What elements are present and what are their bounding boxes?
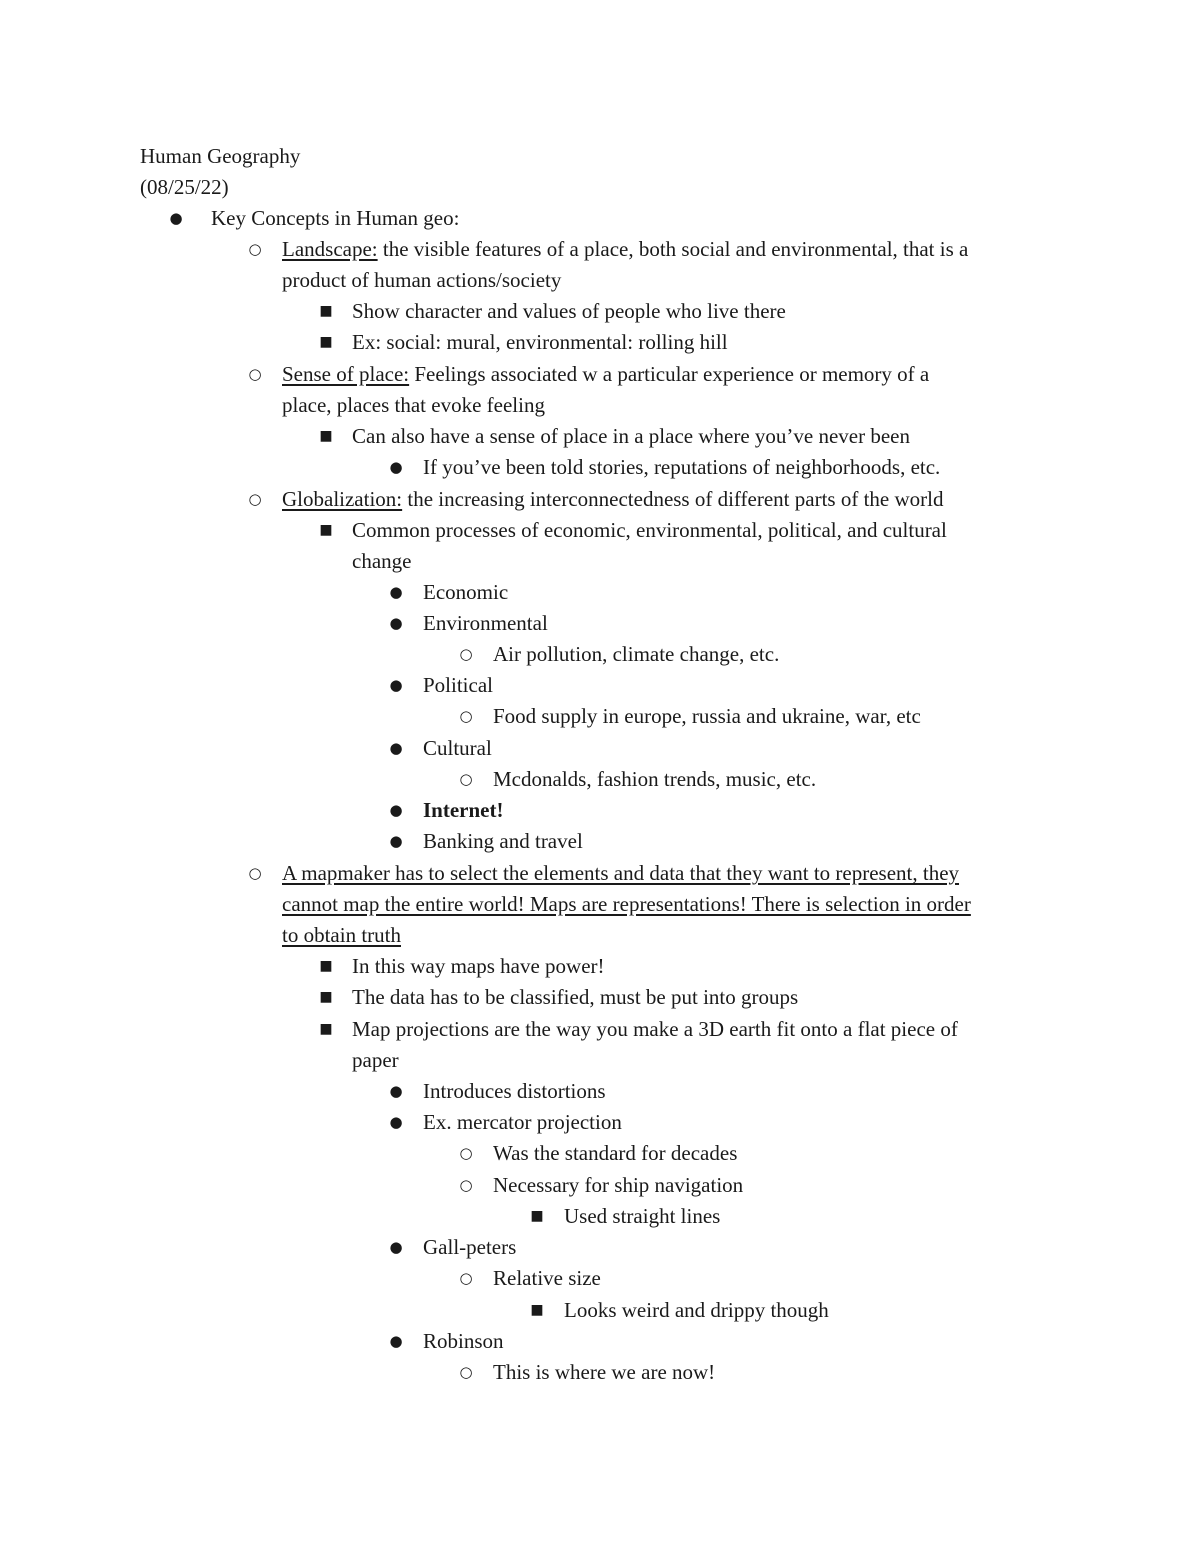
list-item (0, 577, 1200, 608)
filled-bullet-icon: ● (389, 1238, 403, 1256)
list-item (0, 327, 1200, 358)
hollow-bullet-icon: ○ (459, 1269, 473, 1287)
list-item (0, 421, 1200, 452)
list-item-continuation (0, 920, 1200, 951)
list-item (0, 858, 1200, 889)
list-item (0, 234, 1200, 265)
hollow-bullet-icon: ○ (459, 707, 473, 725)
square-bullet-icon: ■ (319, 428, 333, 444)
square-bullet-icon: ■ (319, 958, 333, 974)
list-item-text: Was the standard for decades (493, 1141, 738, 1165)
list-item-text: Cultural (423, 736, 492, 760)
list-item (0, 452, 1200, 483)
list-item-continuation (0, 265, 1200, 296)
square-bullet-icon: ■ (319, 1021, 333, 1037)
list-item-continuation (0, 390, 1200, 421)
list-item-text: In this way maps have power! (352, 954, 605, 978)
document-date: (08/25/22) (140, 175, 229, 199)
list-item-text: Key Concepts in Human geo: (211, 206, 460, 230)
list-item-continuation (0, 546, 1200, 577)
list-item-text: Environmental (423, 611, 548, 635)
list-item (0, 670, 1200, 701)
definition-text: the increasing interconnectedness of different parts of the world (402, 487, 944, 511)
hollow-bullet-icon: ○ (248, 365, 262, 383)
list-item (0, 296, 1200, 327)
list-item-continuation (0, 889, 1200, 920)
list-item-text: Air pollution, climate change, etc. (493, 642, 780, 666)
list-item (0, 1170, 1200, 1201)
list-item (0, 1263, 1200, 1294)
filled-bullet-icon: ● (389, 1082, 403, 1100)
hollow-bullet-icon: ○ (248, 864, 262, 882)
filled-bullet-icon: ● (169, 209, 183, 227)
list-item (0, 484, 1200, 515)
list-item-text (282, 234, 968, 265)
square-bullet-icon: ■ (319, 989, 333, 1005)
definition-text: Feelings associated w a particular experience or memory of a (409, 362, 930, 386)
list-item (0, 1232, 1200, 1263)
list-item (0, 826, 1200, 857)
list-item (0, 1076, 1200, 1107)
list-item (0, 359, 1200, 390)
list-item (0, 1138, 1200, 1169)
list-item-text: Relative size (493, 1266, 601, 1290)
term-landscape: Landscape: (282, 237, 378, 261)
list-item (0, 701, 1200, 732)
list-item-text: If you’ve been told stories, reputations of neighborhoods, etc. (423, 455, 941, 479)
date-line (0, 172, 1200, 203)
filled-bullet-icon: ● (389, 739, 403, 757)
list-item (0, 1201, 1200, 1232)
list-item-text: product of human actions/society (282, 268, 562, 292)
square-bullet-icon: ■ (319, 522, 333, 538)
list-item-text: Necessary for ship navigation (493, 1173, 744, 1197)
list-item-text: Economic (423, 580, 509, 604)
term-globalization: Globalization: (282, 487, 403, 511)
list-item-text: Looks weird and drippy though (564, 1298, 829, 1322)
list-item (0, 1107, 1200, 1138)
list-item-text: Robinson (423, 1329, 504, 1353)
list-item-text: Introduces distortions (423, 1079, 606, 1103)
list-item-text: Political (423, 673, 493, 697)
list-item-text: Banking and travel (423, 829, 583, 853)
filled-bullet-icon: ● (389, 1113, 403, 1131)
list-item-text: Show character and values of people who live there (352, 299, 786, 323)
list-item (0, 608, 1200, 639)
hollow-bullet-icon: ○ (459, 645, 473, 663)
list-item (0, 1326, 1200, 1357)
filled-bullet-icon: ● (389, 832, 403, 850)
list-item (0, 795, 1200, 826)
list-item (0, 1357, 1200, 1388)
list-item-text: Ex. mercator projection (423, 1110, 622, 1134)
list-item-text: Food supply in europe, russia and ukraine, war, etc (493, 704, 921, 728)
list-item-text: A mapmaker has to select the elements and data that they want to represent, they (282, 861, 960, 885)
filled-bullet-icon: ● (389, 1332, 403, 1350)
title-line (0, 141, 1200, 172)
list-item (0, 951, 1200, 982)
term-sense-of-place: Sense of place: (282, 362, 410, 386)
hollow-bullet-icon: ○ (459, 1363, 473, 1381)
list-item (0, 1295, 1200, 1326)
filled-bullet-icon: ● (389, 583, 403, 601)
list-item-text: Internet! (423, 798, 504, 822)
list-item-text: Mcdonalds, fashion trends, music, etc. (493, 767, 817, 791)
square-bullet-icon: ■ (319, 334, 333, 350)
list-item-text: Map projections are the way you make a 3D earth fit onto a flat piece of (352, 1017, 958, 1041)
list-item-continuation (0, 1045, 1200, 1076)
list-item-text (282, 359, 929, 390)
list-item-text: cannot map the entire world! Maps are representations! There is selection in order (282, 892, 971, 916)
list-item-text: to obtain truth (282, 923, 401, 947)
list-item (0, 764, 1200, 795)
list-item-text: paper (352, 1048, 399, 1072)
list-item (0, 982, 1200, 1013)
list-item (0, 515, 1200, 546)
list-item-text: Can also have a sense of place in a place where you’ve never been (352, 424, 910, 448)
list-item (0, 1014, 1200, 1045)
square-bullet-icon: ■ (530, 1208, 544, 1224)
list-item-text: This is where we are now! (493, 1360, 716, 1384)
list-item-text (282, 484, 943, 515)
document-title: Human Geography (140, 144, 301, 168)
list-item-text: The data has to be classified, must be put into groups (352, 985, 799, 1009)
filled-bullet-icon: ● (389, 676, 403, 694)
square-bullet-icon: ■ (319, 303, 333, 319)
hollow-bullet-icon: ○ (459, 770, 473, 788)
filled-bullet-icon: ● (389, 458, 403, 476)
filled-bullet-icon: ● (389, 614, 403, 632)
definition-text: the visible features of a place, both social and environmental, that is a (377, 237, 969, 261)
list-item-text: Common processes of economic, environmental, political, and cultural (352, 518, 947, 542)
list-item-text: Used straight lines (564, 1204, 721, 1228)
hollow-bullet-icon: ○ (459, 1176, 473, 1194)
list-item (0, 203, 1200, 234)
hollow-bullet-icon: ○ (248, 240, 262, 258)
list-item-text: change (352, 549, 412, 573)
list-item (0, 639, 1200, 670)
list-item-text: Gall-peters (423, 1235, 517, 1259)
list-item-text: Ex: social: mural, environmental: rolling hill (352, 330, 728, 354)
square-bullet-icon: ■ (530, 1302, 544, 1318)
filled-bullet-icon: ● (389, 801, 403, 819)
list-item-text: place, places that evoke feeling (282, 393, 545, 417)
hollow-bullet-icon: ○ (459, 1144, 473, 1162)
hollow-bullet-icon: ○ (248, 490, 262, 508)
list-item (0, 733, 1200, 764)
